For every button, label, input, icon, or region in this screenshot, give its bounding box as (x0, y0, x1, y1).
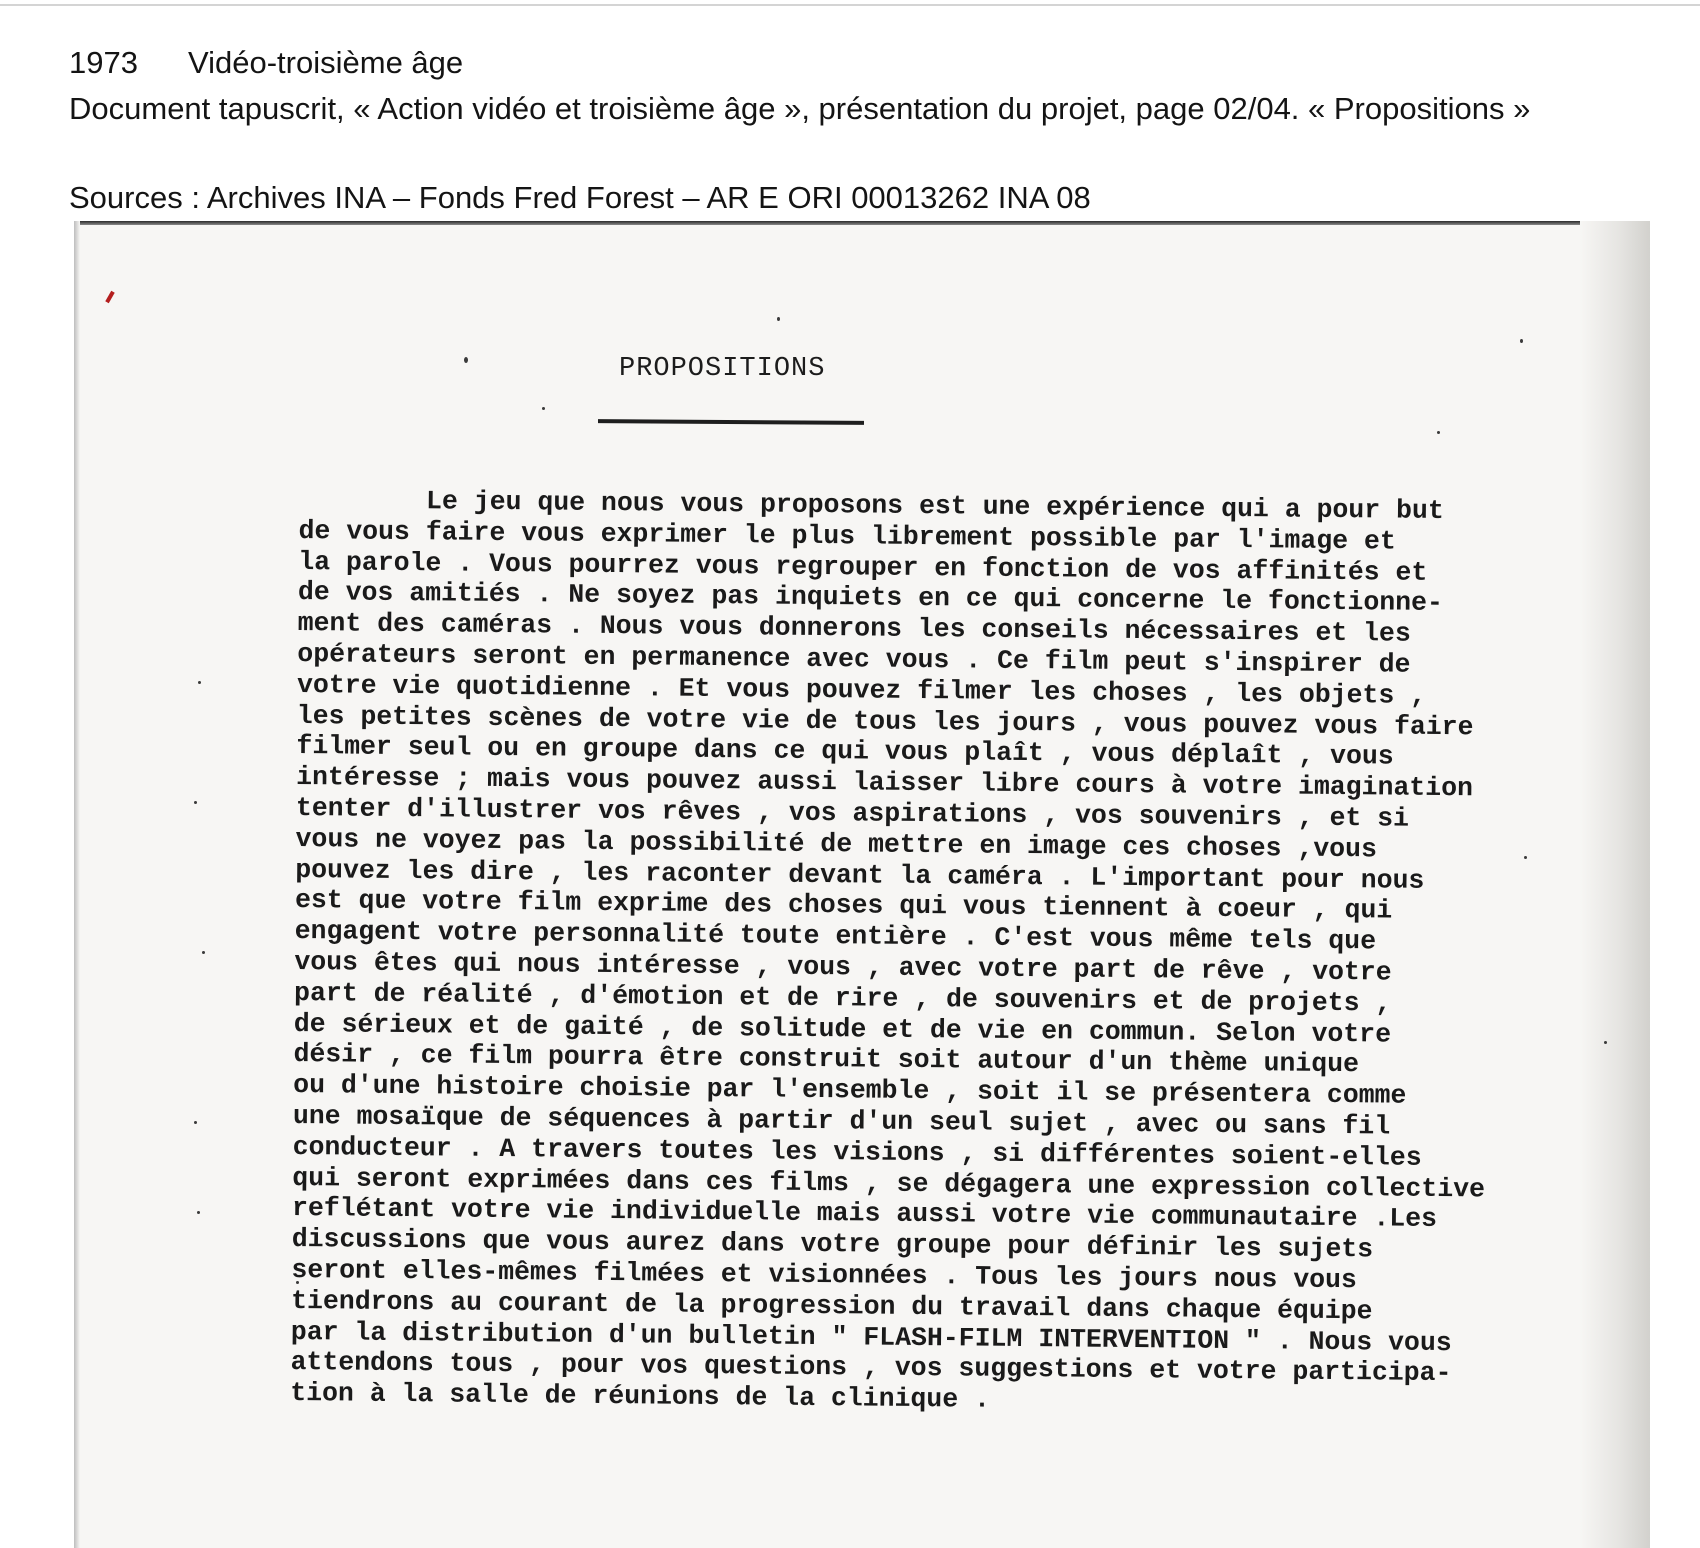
scan-top-edge (74, 221, 1650, 225)
scan-speck (1520, 339, 1523, 343)
scan-speck (777, 317, 780, 321)
top-divider (0, 4, 1700, 6)
scan-speck (542, 407, 545, 410)
scan-speck (197, 1211, 200, 1214)
typescript-body: Le jeu que nous vous proposons est une expérience qui a pour but de vous faire vous exprimer le plus librement possible par l'image et la parole . Vous pourrez vous regrouper en fonction de vos affinités et de vos amitiés . Ne soyez pas inquiets en ce qui concerne le fonctionne- ment des caméras . Nous vous donnerons les conseils nécessaires et les opérateurs seront en permanence avec vous . Ce film peut s'inspirer de votre vie quotidienne . Et vous pouvez filmer les choses , les objets , les petites scènes de votre vie de tous les jours , vous pouvez vous faire filmer seul ou en groupe dans ce qui vous plaît , vous déplaît , vous intéresse ; mais vous pouvez aussi laisser libre cours à votre imagination tenter d'illustrer vos rêves , vos aspirations , vos souvenirs , et si vous ne voyez pas la possibilité de mettre en image ces choses ,vous pouvez les dire , les raconter devant la caméra . L'important pour nous est que votre film exprime des choses qui vous tiennent à coeur , qui engagent votre personnalité toute entière . C'est vous même tels que vous êtes qui nous intéresse , vous , avec votre part de rêve , votre part de réalité , d'émotion et de rire , de souvenirs et de projets , de sérieux et de gaité , de solitude et de vie en commun. Selon votre désir , ce film pourra être construit soit autour d'un thème unique ou d'une histoire choisie par l'ensemble , soit il se présentera comme une mosaïque de séquences à partir d'un seul sujet , avec ou sans fil conducteur . A travers toutes les visions , si différentes soient-elles qui seront exprimées dans ces films , se dégagera une expression collective reflétant votre vie individuelle mais aussi votre vie communautaire .Les discussions que vous aurez dans votre groupe pour définir les sujets seront elles-mêmes filmées et visionnées . Tous les jours nous vous tiendrons au courant de la progression du travail dans chaque équipe par la distribution d'un bulletin " FLASH-FILM INTERVENTION " . Nous vous attendons tous , pour vos questions , vos suggestions et votre participa- tion à la salle de réunions de la clinique . (290, 485, 1486, 1415)
scanned-typescript-page (74, 221, 1650, 1548)
scan-speck (1437, 431, 1440, 434)
caption-year: 1973 (69, 45, 138, 80)
caption-sources: Sources : Archives INA – Fonds Fred Forest – AR E ORI 00013262 INA 08 (69, 180, 1091, 215)
scan-speck (194, 801, 197, 804)
caption-description: Document tapuscrit, « Action vidéo et troisième âge », présentation du projet, page 02/04. « Propositions » (69, 91, 1531, 126)
scan-left-edge (74, 221, 80, 1548)
caption-title: Vidéo-troisième âge (188, 45, 464, 80)
scan-speck (464, 357, 468, 363)
scan-speck (202, 951, 205, 954)
scan-speck (198, 681, 201, 684)
heading-underline (598, 419, 864, 425)
scan-speck (194, 1121, 197, 1124)
caption-heading (69, 43, 463, 83)
typescript-heading: PROPOSITIONS (619, 354, 826, 384)
red-ink-mark (105, 291, 114, 303)
